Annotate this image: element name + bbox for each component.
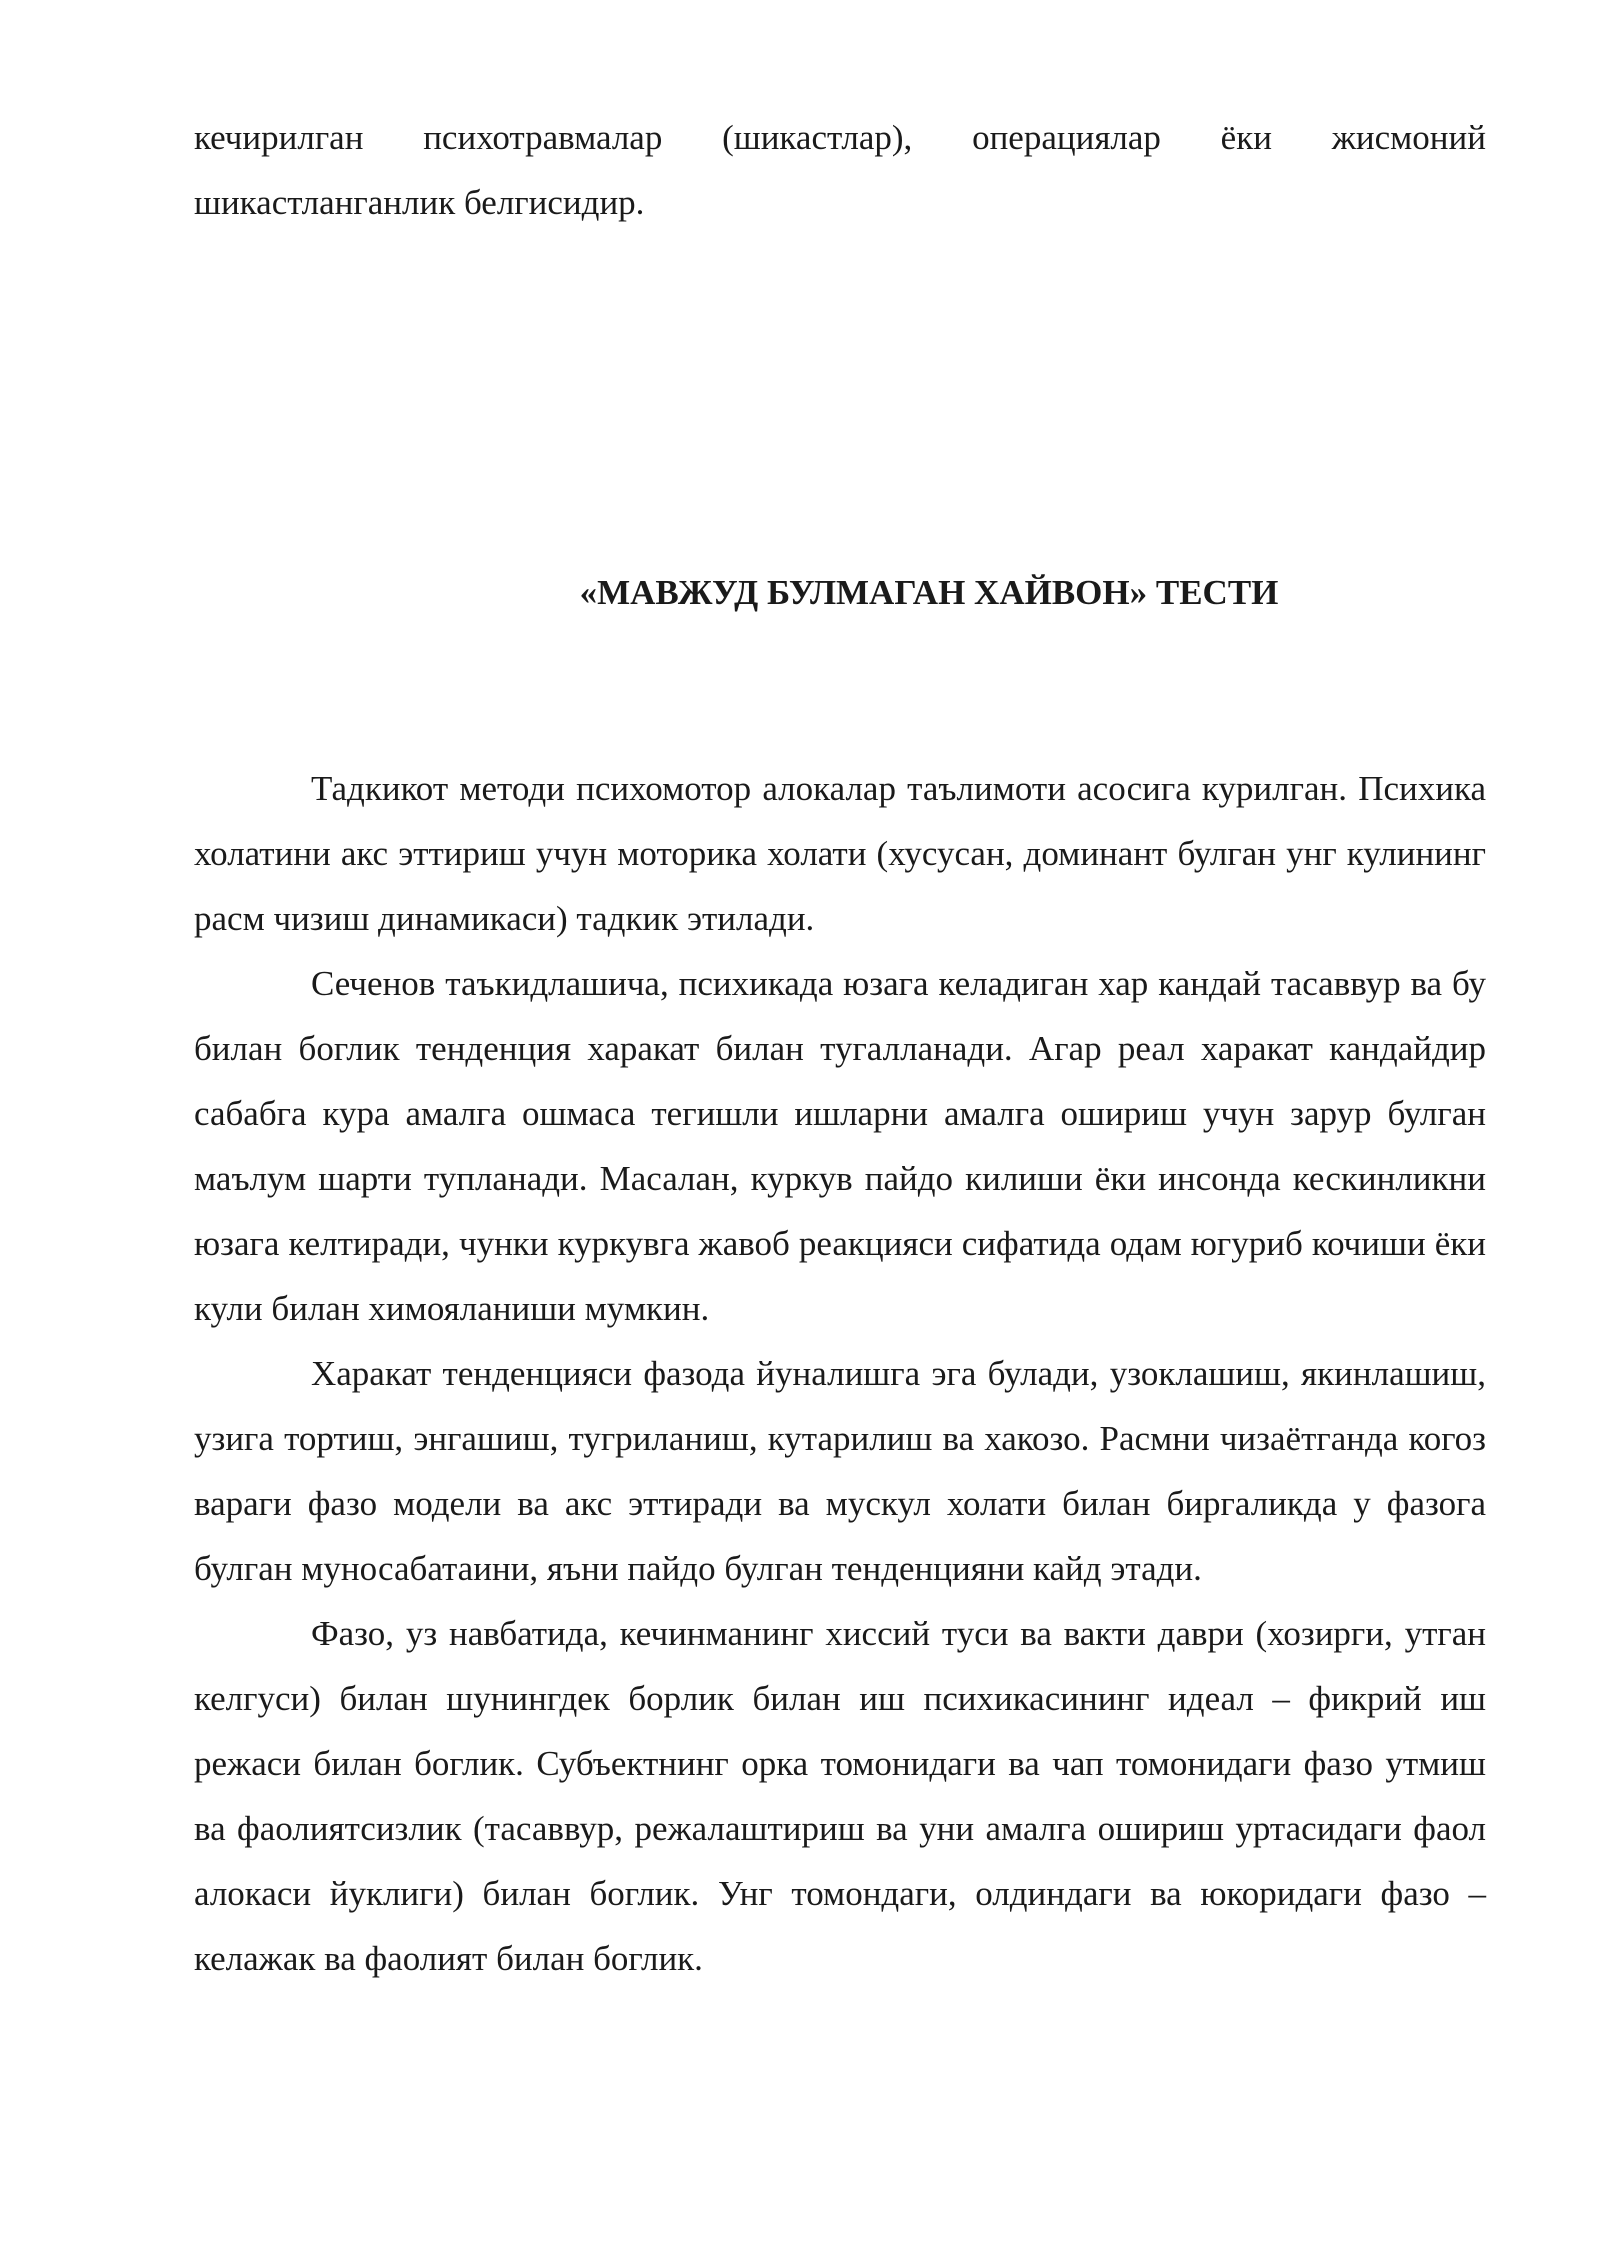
carry-over-paragraph: кечирилган психотравмалар (шикастлар), операциялар ёки жисмоний шикастланганлик белгисидир. — [194, 118, 1486, 222]
paragraph-2: Сеченов таъкидлашича, психикада юзага келадиган хар кандай тасаввур ва бу билан боглик тенденция харакат билан тугалланади. Агар реал харакат кандайдир сабабга кура амалга ошмаса тегишли ишларни амалга ошириш учун зарур булган маълум шарти тупланади. Масалан, куркув пайдо килиши ёки инсонда кескинликни юзага келтиради, чунки куркувга жавоб реакцияси сифатида одам югуриб кочиши ёки кули билан химояланиши мумкин. — [194, 964, 1486, 1328]
paragraph-1: Тадкикот методи психомотор алокалар таълимоти асосига курилган. Психика холатини акс эттириш учун моторика холати (хусусан, доминант булган унг кулининг расм чизиш динамикаси) тадкик этилади. — [194, 769, 1486, 938]
body-text — [194, 756, 1486, 1991]
section-title: «МАВЖУД БУЛМАГАН ХАЙВОН» ТЕСТИ — [579, 573, 1279, 612]
paragraph-3: Харакат тенденцияси фазода йуналишга эга булади, узоклашиш, якинлашиш, узига тортиш, энгашиш, тугриланиш, кутарилиш ва хакозо. Расмни чизаётганда когоз вараги фазо модели ва акс эттиради ва мускул холати билан биргаликда у фазога булган муносабатаини, яъни пайдо булган тенденцияни кайд этади. — [194, 1354, 1486, 1588]
paragraph-4: Фазо, уз навбатида, кечинманинг хиссий туси ва вакти даври (хозирги, утган келгуси) билан шунингдек борлик билан иш психикасининг идеал – фикрий иш режаси билан боглик. Субъектнинг орка томонидаги ва чап томонидаги фазо утмиш ва фаолиятсизлик (тасаввур, режалаштириш ва уни амалга ошириш уртасидаги фаол алокаси йуклиги) билан боглик. Унг томондаги, олдиндаги ва юкоридаги фазо – келажак ва фаолият билан боглик. — [194, 1614, 1486, 1978]
